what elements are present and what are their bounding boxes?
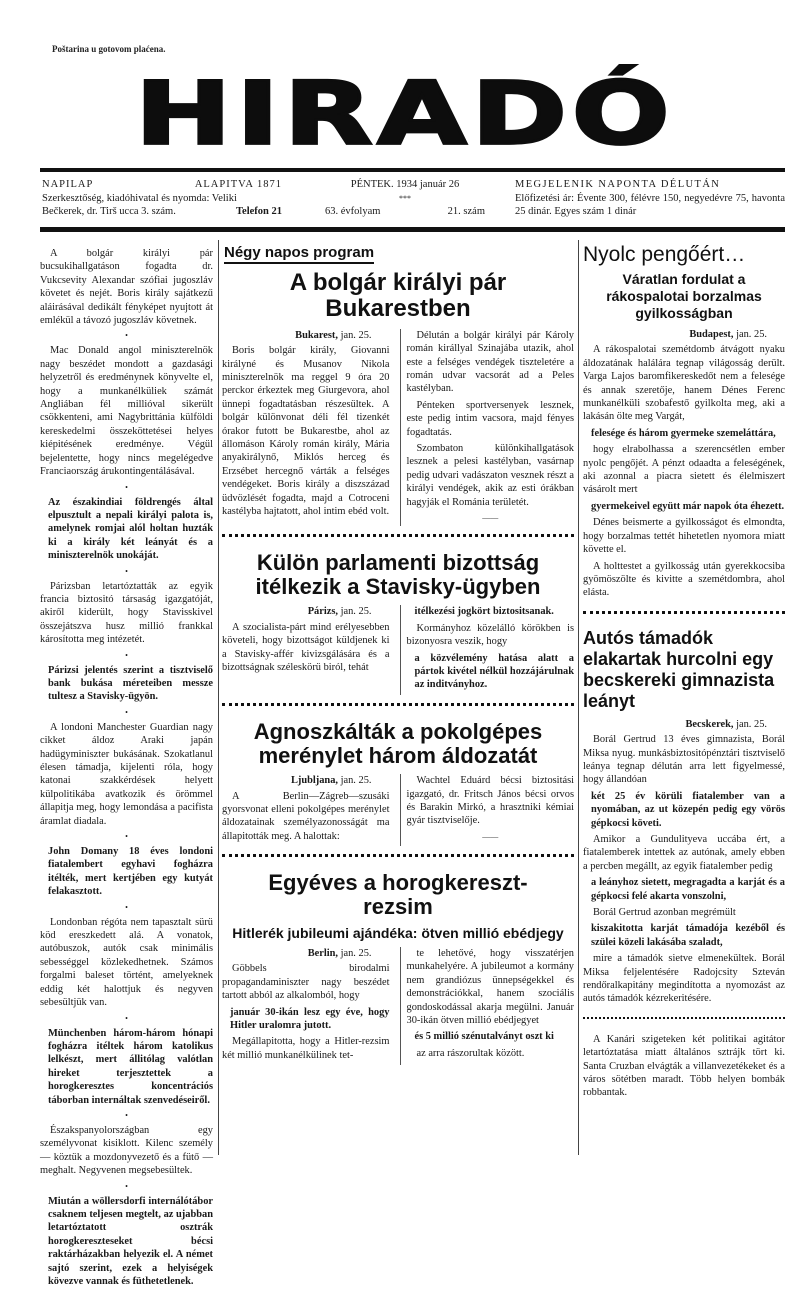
paragraph: Boris bolgár király, Giovanni királyné és Musanov Nikola miniszterelnök ma reggel 9 óra 20 perckor érkeztek meg Giurgevora, ahol ünnepi fogadtatásban részesültek. A bolgár különvonat déli fél tizenkét órakor futott be Bukarestbe, ahol az állomáson Károly román király, Mária anyakirálynő, Miklós herceg és Erzsébet hercegnő várták a felséges vendégeket. Boris király a diszszázad üdvözlését fogadta, majd a Cotroceni kastélyba hajtatott, ahol intim ebéd volt. — [222, 345, 390, 518]
paragraph: felesége és három gyermeke szemeláttára, — [591, 427, 776, 439]
subscription-price: Előfizetési ár: Évente 300, félévre 150, negyedévre 75, havonta 25 dinár. Egyes szám 1 dinár — [515, 192, 785, 217]
article-canary-islands — [583, 1033, 785, 1103]
bullet-separator: • — [125, 1013, 128, 1023]
paragraph: a leányhoz sietett, megragadta a karját és a gépkocsi felé akarta vonszolni, — [591, 877, 785, 902]
editorial-address: Szerkesztőség, kiadóhivatal és nyomda: Veliki — [42, 192, 237, 204]
news-brief: Párizsban letartóztatták az egyik francia biztositó társaság igazgatóját, akiről kiderült, hogy Stavisskivel összejátszva husz millió frankkal károsította meg intézetét. — [40, 580, 213, 646]
paragraph: Borál Gertrud 13 éves gimnazista, Borál Miksa nyug. munkásbiztositópénztári tisztviselő leánya tegnap délután arra lett figyelmessé, hogy állandóan — [583, 734, 785, 786]
header-center — [325, 178, 485, 219]
paper-type: NAPILAP — [42, 179, 94, 190]
paragraph: A rákospalotai szemétdomb átvágott nyaku áldozatának halálára tegnap világosság derült. Varga Lajos baromfikereskedőt nem a felesége és annak szeretője, hanem Dénes Ferenc munkanélküli szobafestő gyilkolta meg, aki a lakásán ölte meg Vargát, — [583, 344, 785, 423]
article-columns — [222, 947, 574, 1065]
header-bottom-rule — [40, 227, 785, 232]
paragraph: A holttestet a gyilkosság után gyerekkocsiba gyömöszölte és kivitte a szemétdombra, ahol elásta. — [583, 560, 785, 599]
article-bulgarian-royals — [222, 329, 574, 526]
headline-swastika-regime: Egyéves a horogkereszt-rezsim — [268, 870, 528, 920]
paragraph: A Berlin—Zágreb—szusáki gyorsvonat elleni pokolgépes merénylet áldozatainak személyazonosságát ma állapitották meg. A halottak: — [222, 790, 390, 842]
end-mark: —— — [482, 831, 499, 841]
paragraph: Megállapitotta, hogy a Hitler-rezsim két millió munkanélkülinek tet- — [222, 1036, 390, 1061]
bullet-separator: • — [125, 566, 128, 576]
news-brief: A bolgár királyi pár bucsukihallgatáson fogadta dr. Vukcsevity Alexandar szófiai jugoszláv követet és nejét. Boris király sajátkezű aláirásával dedikált fényképet nyujtott át emlékül a távozó jugoszláv követnek. — [40, 248, 213, 327]
bullet-separator: • — [125, 1110, 128, 1120]
dateline — [222, 605, 390, 618]
news-brief: Az északindiai földrengés által elpusztult a nepali királyi palota is, amelynek romjai alól holtan huzták ki a király két leányát és a miniszterelnök unokáját. — [48, 496, 213, 562]
paragraph: az arra rászorultak között. — [416, 1047, 525, 1059]
dateline — [583, 328, 785, 341]
paragraph: te lehetővé, hogy visszatérjen munkahelyére. A jubileumot a kormány nem grandiózus ünnepségekkel és demonstrációkkal, hanem szociális gondoskodással akarja megülni. Január 30-ikán ötven millió ebédjegyet — [406, 948, 574, 1027]
paragraph: Pénteken sportversenyek lesznek, este pedig intim vacsora, majd fényes fogadtatás. — [406, 399, 574, 438]
dateline-date: jan. 25. — [736, 718, 767, 730]
paragraph: Wachtel Eduárd bécsi biztositási igazgató, dr. Fritsch János bécsi orvos és Barakin Mirkó, a hrasztniki kémiai gyár tisztviselője. — [406, 775, 574, 827]
headline-stavisky: Külön parlamenti bizottság itélkezik a Stavisky-ügyben — [255, 550, 541, 600]
dotted-separator — [222, 703, 574, 710]
article-columns — [222, 774, 574, 846]
telephone: Telefon 21 — [236, 206, 282, 217]
paragraph: Amikor a Gundulityeva uccába ért, a fiatalemberek intettek az autónak, amely ebben a percben megállt, az egyik fiatalember pedig — [583, 833, 785, 872]
dateline-place: Bukarest, — [295, 329, 338, 341]
paragraph: Dénes beismerte a gyilkosságot és elmondta, hogy borzalmas tettét hihetetlen nyomora miatt követte el. — [583, 517, 785, 556]
dotted-separator — [583, 611, 785, 618]
address-street: Bečkerek, dr. Tirš ucca 3. szám. — [42, 206, 176, 217]
headline-eight-pengo: Nyolc pengőért… — [583, 243, 746, 266]
article-body — [583, 718, 785, 1006]
header-left — [42, 178, 282, 219]
ornament: *** — [399, 193, 411, 203]
dateline — [222, 774, 390, 787]
paragraph: két 25 év körüli fiatalember van a nyomában, az ut közepén pedig egy vörös gépkocsi követi. — [591, 790, 785, 829]
bullet-separator: • — [125, 331, 128, 341]
kicker-text: Négy napos program — [224, 244, 375, 261]
bullet-separator: • — [125, 482, 128, 492]
subhead-swastika-regime: Hitlerék jubileumi ajándéka: ötven millió ebédjegy — [232, 924, 564, 941]
column-divider — [578, 240, 579, 1155]
right-column — [583, 243, 785, 1103]
header-right — [515, 178, 785, 219]
article-body — [583, 328, 785, 600]
dateline — [583, 718, 785, 731]
news-brief: Mac Donald angol miniszterelnök nagy beszédet mondott a gazdasági helyzetről és eredménynek könyvelte el, hogy a munkanélküliek számát Angliában fél millióval sikerült csökkenteni, ami Nagybrittánia külföldi kereskedelmi összeköttetései helyes kiépitésének eredménye. Végül bejelentette, hogy nincs megelégedve Franciaország árukontingentálásával. — [40, 345, 213, 478]
dateline-date: jan. 25. — [340, 606, 372, 618]
dateline-date: jan. 25. — [340, 329, 372, 341]
article-bombing — [222, 774, 574, 846]
headline-car-attackers — [583, 628, 785, 712]
dotted-separator — [222, 534, 574, 541]
text-column — [400, 605, 575, 694]
paragraph: a közvélemény hatása alatt a pártok kivétel nélkül hozzájárulnak az inditványhoz. — [414, 652, 574, 691]
paragraph: gyermekeivel együtt már napok óta éhezett. — [591, 500, 785, 512]
dateline — [222, 329, 390, 342]
volume: 63. évfolyam — [325, 206, 381, 217]
header-top-rule — [40, 168, 785, 172]
paragraph: mire a támadók sietve elmenekültek. Borál Miksa feljelentésére Radojcsity Szteván rendőralkapitány megindította a nyomozást az autós támadók kézrekeritésére. — [583, 953, 785, 1005]
paragraph: Göbbels birodalmi propagandaminiszter nagy beszédet tartott abból az alkalomból, hogy — [222, 963, 390, 1002]
article-columns — [222, 605, 574, 694]
paragraph: Délután a bolgár királyi pár Károly román királlyal Szinajába utazik, ahol este a felséges vendégek tiszteletére a román udvar vacsorát ad a Peles kastélyban. — [406, 329, 574, 395]
news-brief: A londoni Manchester Guardian nagy cikket áldoz Araki japán hadügyminiszter bukásának. Szokatlanul élesen támadja, kijelenti róla, hogy katonai szakkérdések helyett külpolitikába avatkozik és örömmel állapitja meg, hogy lemondása a pacifista áramlat diadala. — [40, 721, 213, 827]
masthead — [90, 64, 720, 164]
column-divider — [218, 240, 219, 1155]
dateline-place: Ljubljana, — [290, 775, 338, 787]
text-column — [400, 774, 575, 846]
text-column — [222, 329, 390, 526]
kicker — [224, 244, 374, 264]
text-column — [400, 947, 575, 1065]
dateline-date: jan. 25. — [340, 948, 372, 960]
dateline-place: Budapest, — [689, 329, 734, 340]
paragraph: január 30-ikán lesz egy éve, hogy Hitler uralomra jutott. — [230, 1006, 390, 1032]
news-brief: Londonban régóta nem tapasztalt sürü köd ereszkedett alá. A vonatok, autóbuszok, autók csak minimális sebességgel közlekedhetnek. Számos forgalmi baleset történt, amelyeknek eddig két halottjuk és negyven sebesültjük van. — [40, 916, 213, 1009]
paragraph: és 5 millió szénutalványt oszt ki — [414, 1031, 554, 1043]
text-column — [222, 774, 390, 846]
dateline-place: Becskerek, — [685, 718, 734, 730]
bullet-separator: • — [125, 1181, 128, 1191]
postage-note: Poštarina u gotovom plaćena. — [52, 44, 166, 54]
text-column — [222, 947, 390, 1065]
article-columns — [222, 329, 574, 526]
paragraph: kiszakitotta karját támadója kezéből és szülei közeli lakásába szaladt, — [591, 923, 785, 948]
paragraph: Kormányhoz közelálló körökben is bizonyosra veszik, hogy — [406, 622, 574, 648]
text-column — [400, 329, 575, 526]
dateline-place: Berlin, — [307, 948, 338, 960]
dateline-date: jan. 25. — [736, 329, 767, 340]
bullet-separator: • — [125, 902, 128, 912]
dotted-separator — [583, 1017, 785, 1023]
news-brief: Párizsi jelentés szerint a tisztviselő bank bukása méreteiben messze tultesz a Stavisky-ügyön. — [48, 664, 213, 703]
text-column — [222, 605, 390, 694]
paragraph: hogy elrabolhassa a szerencsétlen ember nyolc pengőjét. A pénzt odaadta a feleségének, aki azonnal a piacra sietett és élelmiszert vásárolt mert — [583, 444, 785, 496]
headline-text: Autós támadók elakartak hurcolni egy becskereki gimnazista leányt — [583, 627, 775, 711]
founded: ALAPITVA 1871 — [194, 179, 282, 190]
dotted-separator — [222, 854, 574, 861]
paragraph: itélkezési jogkört biztositsanak. — [414, 606, 554, 618]
article-stavisky — [222, 605, 574, 694]
news-brief: Münchenben három-három hónapi fogházra itéltek három katolikus lelkészt, mert állitólag valótlan hireket terjesztettek a horogkeresztes koncentrációs táborban internáltak szenvedéseiről. — [48, 1027, 213, 1106]
article-eight-pengo — [583, 243, 785, 603]
dateline-place: Párizs, — [307, 606, 338, 618]
end-mark: —— — [482, 513, 499, 523]
center-column — [222, 244, 574, 1065]
dateline — [222, 947, 390, 960]
paragraph: Szombaton különkihallgatások lesznek a pelesi kastélyban, vasárnap pedig udvari vadászaton vesznek részt a királyi vendégek, akik az esti órákban hagyják el Románia területét. — [406, 443, 574, 508]
paragraph: A Kanári szigeteken két politikai agitátor letartóztatása miatt általános sztrájk tört ki. Santa Cruzban elvágták a villanvezetékeket és a város sötétben maradt. Több helyen bombák robbantak. — [583, 1033, 785, 1099]
paragraph: A szocialista-párt mind erélyesebben követeli, hogy bizottságot küldjenek ki a Stavisky-affér kivizsgálására és a bizottságnak széleskörü biról, tehát — [222, 621, 390, 674]
article-car-attackers — [583, 628, 785, 1009]
subhead-eight-pengo: Váratlan fordulat a rákospalotai borzalmas gyilkosságban — [606, 271, 762, 321]
bullet-separator: • — [125, 832, 128, 842]
headline-bulgarian-royals: A bolgár királyi pár Bukarestben — [289, 269, 507, 323]
paragraph: Borál Gertrud azonban megrémült — [593, 907, 736, 918]
headline-bombing: Agnoszkálták a pokolgépes merénylet három áldozatát — [253, 718, 543, 769]
publication-schedule: MEGJELENIK NAPONTA DÉLUTÁN — [515, 179, 721, 190]
bullet-separator: • — [125, 707, 128, 717]
article-swastika-regime — [222, 947, 574, 1065]
masthead-title: HIRADÓ — [135, 64, 675, 164]
bullet-separator: • — [125, 650, 128, 660]
issue-number: 21. szám — [447, 206, 485, 217]
news-brief: Miután a wöllersdorfi internálótábor csaknem teljesen megtelt, az ujabban letartóztatott osztrák horogkereszteseket bécsi raktárházakban helyezik el. A német sajtó szerint, ezek a helyiségek kövezve vannak és füthetetlenek. — [48, 1195, 213, 1287]
news-briefs-column — [40, 247, 213, 1291]
dateline-date: jan. 25. — [340, 775, 372, 787]
news-brief: John Domany 18 éves londoni fiatalembert egyhavi fogházra itélték, mert kertjében egy kutyát felakasztott. — [48, 846, 213, 898]
news-brief: Északspanyolországban egy személyvonat kisiklott. Kilenc személy — köztük a mozdonyvezető és a fütő — meghalt. Negyvenen megsebesültek. — [40, 1124, 213, 1177]
issue-date: PÉNTEK. 1934 január 26 — [350, 179, 460, 190]
